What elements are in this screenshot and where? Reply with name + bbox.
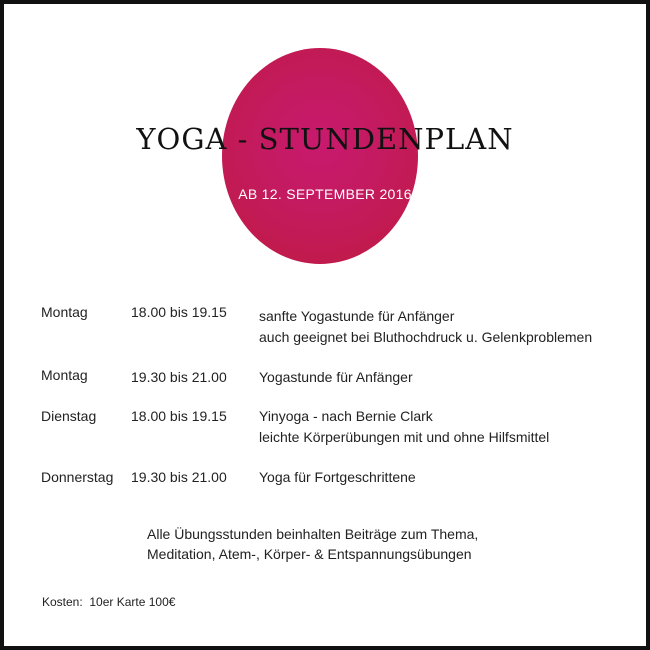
schedule-day: Montag xyxy=(41,367,88,383)
info-note-line: Meditation, Atem-, Körper- & Entspannungsübungen xyxy=(147,546,472,562)
schedule-description: Yogastunde für Anfänger xyxy=(259,369,413,385)
info-note xyxy=(147,524,587,564)
schedule-description-extra: leichte Körperübungen mit und ohne Hilfsmittel xyxy=(259,429,550,445)
page-title: YOGA - STUNDENPLAN xyxy=(136,122,514,156)
schedule-time: 18.00 bis 19.15 xyxy=(131,408,227,424)
schedule-description: Yinyoga - nach Bernie Clark xyxy=(259,408,433,424)
schedule-description: sanfte Yogastunde für Anfänger xyxy=(259,308,455,324)
schedule-time: 19.30 bis 21.00 xyxy=(131,469,227,485)
red-circle-decoration xyxy=(222,48,418,264)
cost-value: 10er Karte 100€ xyxy=(89,595,176,609)
schedule-day: Dienstag xyxy=(41,408,97,424)
schedule-time: 19.30 bis 21.00 xyxy=(131,369,227,385)
cost-info xyxy=(42,595,175,609)
cost-label: Kosten: xyxy=(42,595,83,609)
schedule-time: 18.00 bis 19.15 xyxy=(131,304,227,320)
schedule-day: Donnerstag xyxy=(41,469,114,485)
schedule-description-extra: auch geeignet bei Bluthochdruck u. Gelenkproblemen xyxy=(259,329,593,345)
info-note-line: Alle Übungsstunden beinhalten Beiträge zum Thema, xyxy=(147,526,479,542)
schedule-day: Montag xyxy=(41,304,88,320)
start-date-subtitle: AB 12. SEPTEMBER 2016 xyxy=(238,186,412,202)
schedule-description: Yoga für Fortgeschrittene xyxy=(259,469,416,485)
